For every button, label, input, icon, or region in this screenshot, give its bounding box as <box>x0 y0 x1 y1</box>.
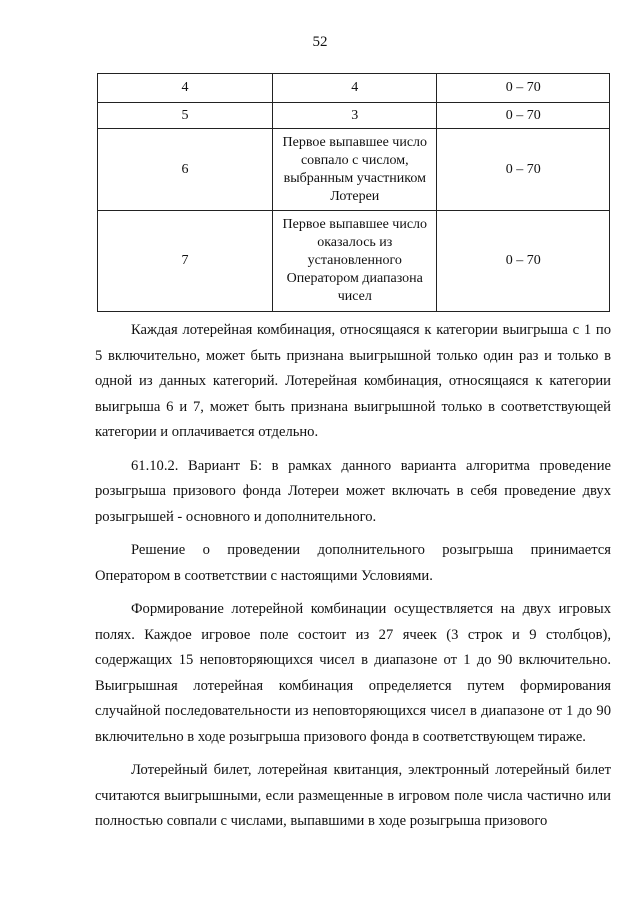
category-cell: 4 <box>98 74 273 103</box>
table-row <box>98 129 610 211</box>
paragraph: Лотерейный билет, лотерейная квитанция, электронный лотерейный билет считаются выигрышными, если размещенные в игровом поле числа частично или полностью совпали с числами, выпавшими в ходе розыгрыша призового <box>95 762 611 829</box>
table-row <box>98 103 610 129</box>
percent-cell: 0 – 70 <box>437 211 610 312</box>
paragraph: Каждая лотерейная комбинация, относящаяся к категории выигрыша с 1 по 5 включительно, может быть признана выигрышной только один раз и только в одной из данных категорий. Лотерейная комбинация, относящаяся к категории выигрыша 6 и 7, может быть признана выигрышной только в соответствующей категории и оплачивается отдельно. <box>95 322 611 440</box>
category-cell: 5 <box>98 103 273 129</box>
matched-cell: 3 <box>273 103 437 129</box>
matched-cell: Первое выпавшее число оказалось из установленного Оператором диапазона чисел <box>273 211 437 312</box>
prize-category-table <box>97 73 610 312</box>
percent-cell: 0 – 70 <box>437 129 610 211</box>
percent-cell: 0 – 70 <box>437 103 610 129</box>
body-text <box>95 318 611 843</box>
category-cell: 7 <box>98 211 273 312</box>
category-cell: 6 <box>98 129 273 211</box>
paragraph: Решение о проведении дополнительного розыгрыша принимается Оператором в соответствии с настоящими Условиями. <box>95 542 611 584</box>
paragraph: 61.10.2. Вариант Б: в рамках данного варианта алгоритма проведение розыгрыша призового фонда Лотереи может включать в себя проведение двух розыгрышей - основного и дополнительного. <box>95 457 611 525</box>
matched-cell: 4 <box>273 74 437 103</box>
page-number: 52 <box>312 34 328 50</box>
table-row <box>98 74 610 103</box>
table-row <box>98 211 610 312</box>
percent-cell: 0 – 70 <box>437 74 610 103</box>
matched-cell: Первое выпавшее число совпало с числом, выбранным участником Лотереи <box>273 129 437 211</box>
paragraph: Формирование лотерейной комбинации осуществляется на двух игровых полях. Каждое игровое поле состоит из 27 ячеек (3 строк и 9 столбцов), содержащих 15 неповторяющихся чисел в диапазоне от 1 до 90 включительно. Выигрышная лотерейная комбинация определяется путем формирования случайной последовательности из неповторяющихся чисел в диапазоне от 1 до 90 включительно в ходе розыгрыша призового фонда в соответствующем тираже. <box>95 601 611 745</box>
